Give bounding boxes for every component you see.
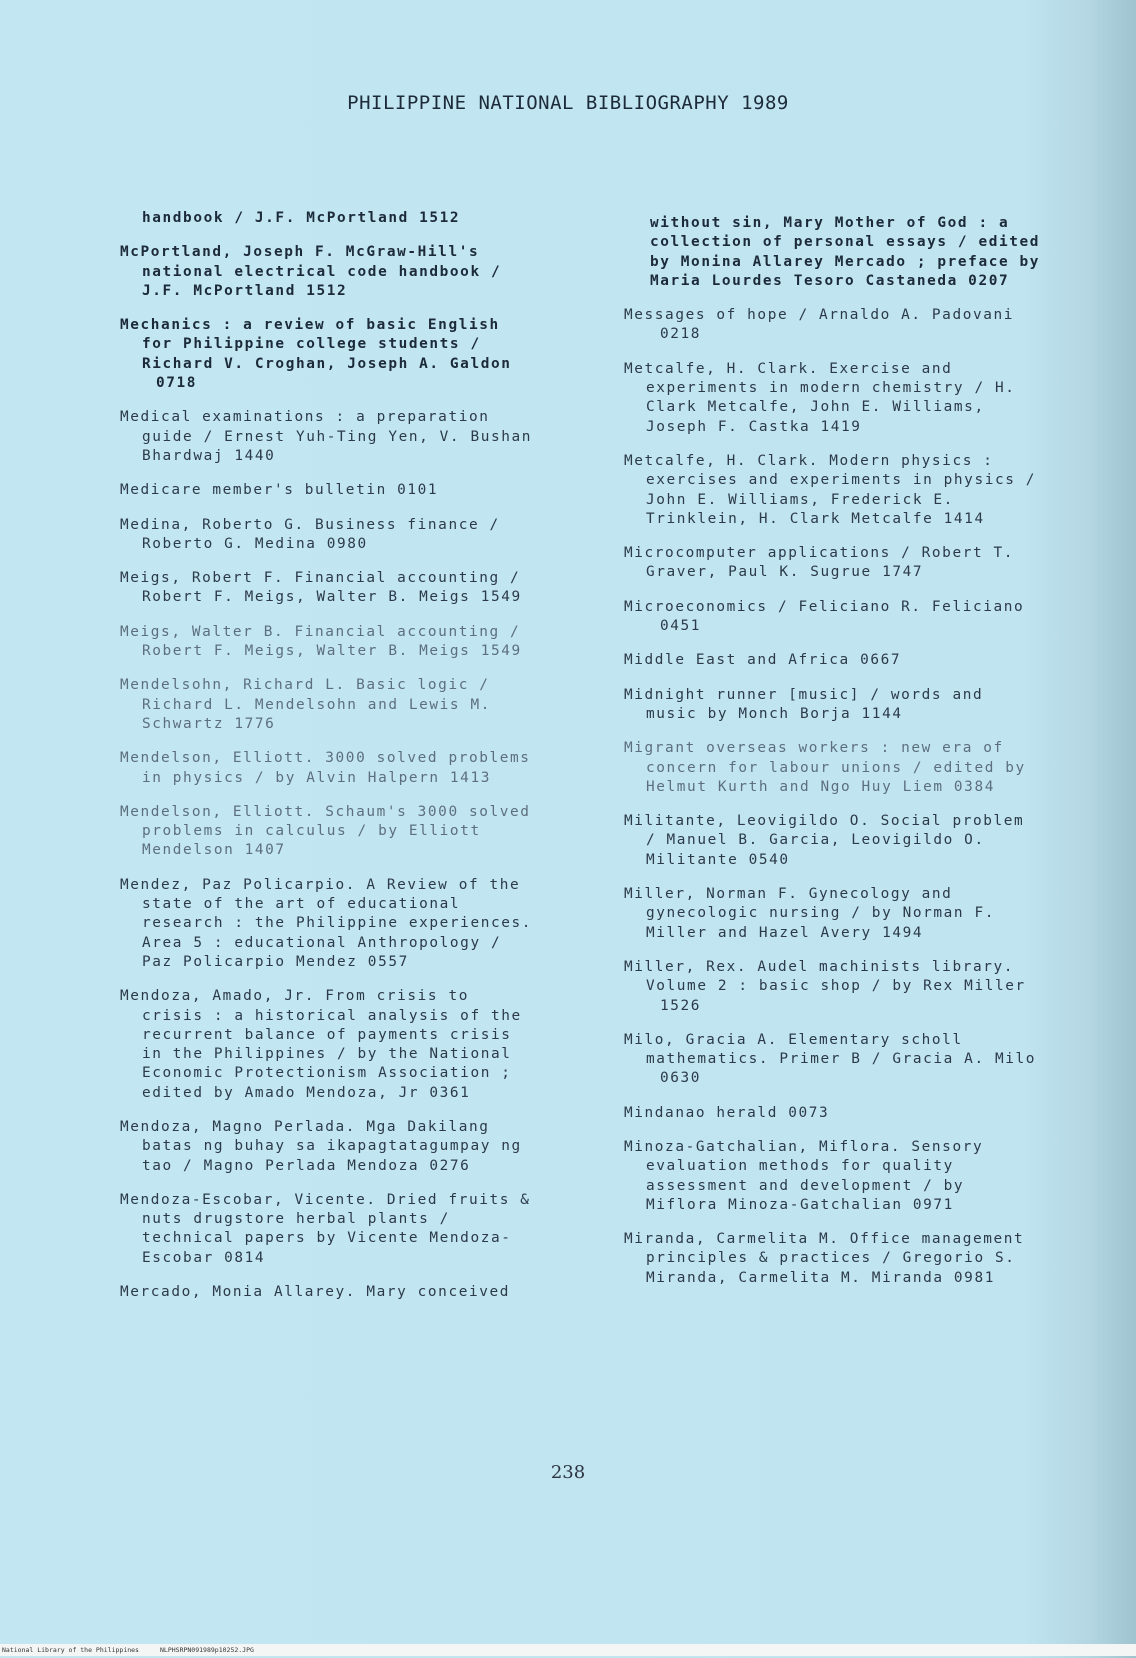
- entry-line: Medical examinations : a preparation: [120, 409, 490, 426]
- entry-line: tao / Magno Perlada Mendoza 0276: [142, 1157, 471, 1174]
- entry-line: guide / Ernest Yuh-Ting Yen, V. Bushan: [142, 428, 533, 445]
- footer-filename: NLPHSRPN091989p10252.JPG: [160, 1646, 254, 1654]
- entry-line: Milo, Gracia A. Elementary scholl: [624, 1031, 963, 1048]
- bibliography-entry: [120, 676, 590, 734]
- bibliography-entry: [624, 958, 1094, 1016]
- bibliography-entry: [120, 569, 590, 608]
- entry-line: Volume 2 : basic shop / by Rex Miller: [646, 978, 1026, 995]
- entry-line: Miller, Norman F. Gynecology and: [624, 886, 953, 903]
- entry-line: Maria Lourdes Tesoro Castaneda 0207: [650, 272, 1010, 289]
- page-title: PHILIPPINE NATIONAL BIBLIOGRAPHY 1989: [347, 92, 789, 114]
- entry-line: handbook / J.F. McPortland 1512: [142, 210, 461, 226]
- page-number: 238: [550, 1462, 586, 1483]
- bibliography-entry: [624, 1138, 1094, 1215]
- bibliography-entry: [624, 1031, 1094, 1089]
- entry-line: John E. Williams, Frederick E.: [646, 491, 954, 508]
- entry-line: Roberto G. Medina 0980: [142, 535, 368, 552]
- entry-line: Trinklein, H. Clark Metcalfe 1414: [646, 510, 985, 527]
- bibliography-entry: [120, 243, 590, 301]
- bibliography-entry: [120, 316, 590, 393]
- entry-line: 0451: [660, 618, 702, 635]
- bibliography-entry: [120, 1191, 590, 1268]
- entry-line: Mendez, Paz Policarpio. A Review of the: [120, 876, 521, 893]
- entry-line: Mercado, Monia Allarey. Mary conceived: [120, 1284, 511, 1301]
- entry-line: Microeconomics / Feliciano R. Feliciano: [624, 598, 1025, 615]
- entry-line: Mendoza, Amado, Jr. From crisis to: [120, 988, 469, 1005]
- bibliography-entry: [120, 1283, 590, 1302]
- entry-line: assessment and development / by: [646, 1177, 965, 1194]
- entry-line: Meigs, Walter B. Financial accounting /: [120, 623, 521, 640]
- entry-line: Escobar 0814: [142, 1249, 266, 1266]
- entry-line: Midnight runner [music] / words and: [624, 686, 984, 703]
- entry-line: concern for labour unions / edited by: [646, 759, 1026, 776]
- entry-line: Miller, Rex. Audel machinists library.: [624, 958, 1015, 975]
- entry-line: Medina, Roberto G. Business finance /: [120, 516, 500, 533]
- entry-line: / Manuel B. Garcia, Leovigildo O.: [646, 832, 985, 849]
- right-column: [624, 214, 1094, 1303]
- bibliography-entry: [120, 623, 590, 662]
- bibliography-entry: [624, 686, 1094, 725]
- bibliography-entry: [120, 876, 590, 972]
- entry-line: Bhardwaj 1440: [142, 447, 276, 464]
- entry-line: for Philippine college students /: [142, 336, 481, 353]
- scan-footer: [0, 1644, 1136, 1656]
- entry-line: by Monina Allarey Mercado ; preface by: [650, 253, 1041, 270]
- entry-line: edited by Amado Mendoza, Jr 0361: [142, 1084, 471, 1101]
- bibliography-entry: [120, 803, 590, 861]
- entry-line: Miranda, Carmelita M. Office management: [624, 1231, 1025, 1248]
- entry-line: research : the Philippine experiences.: [142, 915, 533, 932]
- entry-line: Mendoza, Magno Perlada. Mga Dakilang: [120, 1118, 490, 1135]
- entry-line: Mindanao herald 0073: [624, 1104, 830, 1121]
- footer-source: National Library of the Philippines: [2, 1646, 139, 1654]
- bibliography-entry: [624, 598, 1094, 637]
- entry-line: state of the art of educational: [142, 896, 461, 913]
- entry-line: Microcomputer applications / Robert T.: [624, 545, 1015, 562]
- entry-line: Migrant overseas workers : new era of: [624, 740, 1004, 757]
- bibliography-entry: [120, 209, 590, 228]
- entry-line: Metcalfe, H. Clark. Modern physics :: [624, 452, 994, 469]
- entry-line: Middle East and Africa 0667: [624, 652, 902, 669]
- entry-line: Meigs, Robert F. Financial accounting /: [120, 570, 521, 587]
- entry-line: 0218: [660, 326, 702, 343]
- bibliography-entry: [120, 1118, 590, 1176]
- entry-line: Metcalfe, H. Clark. Exercise and: [624, 360, 953, 377]
- entry-line: Mendelsohn, Richard L. Basic logic /: [120, 677, 490, 694]
- bibliography-entry: [624, 306, 1094, 345]
- entry-line: problems in calculus / by Elliott: [142, 823, 481, 840]
- entry-line: Messages of hope / Arnaldo A. Padovani: [624, 307, 1015, 324]
- entry-line: Miranda, Carmelita M. Miranda 0981: [646, 1269, 995, 1286]
- entry-line: Area 5 : educational Anthropology /: [142, 934, 502, 951]
- entry-line: Richard L. Mendelsohn and Lewis M.: [142, 696, 491, 713]
- entry-line: Miflora Minoza-Gatchalian 0971: [646, 1196, 954, 1213]
- bibliography-entry: [624, 544, 1094, 583]
- entry-line: nuts drugstore herbal plants /: [142, 1211, 450, 1228]
- bibliography-entry: [624, 885, 1094, 943]
- entry-line: Miller and Hazel Avery 1494: [646, 924, 924, 941]
- bibliography-entry: [120, 749, 590, 788]
- entry-line: principles & practices / Gregorio S.: [646, 1250, 1016, 1267]
- entry-line: Militante 0540: [646, 851, 790, 868]
- bibliography-entry: [120, 987, 590, 1103]
- entry-line: crisis : a historical analysis of the: [142, 1007, 522, 1024]
- bibliography-entry: [624, 1230, 1094, 1288]
- bibliography-entry: [120, 408, 590, 466]
- entry-line: Helmut Kurth and Ngo Huy Liem 0384: [646, 778, 995, 795]
- entry-line: exercises and experiments in physics /: [646, 472, 1037, 489]
- entry-line: Clark Metcalfe, John E. Williams,: [646, 399, 985, 416]
- entry-line: national electrical code handbook /: [142, 263, 502, 280]
- entry-line: Robert F. Meigs, Walter B. Meigs 1549: [142, 589, 522, 606]
- entry-line: evaluation methods for quality: [646, 1158, 954, 1175]
- entry-line: technical papers by Vicente Mendoza-: [142, 1230, 512, 1247]
- entry-line: Economic Protectionism Association ;: [142, 1065, 512, 1082]
- entry-line: Schwartz 1776: [142, 715, 276, 732]
- entry-line: recurrent balance of payments crisis: [142, 1026, 512, 1043]
- entry-line: Mendelson, Elliott. Schaum's 3000 solved: [120, 803, 531, 820]
- entry-line: Mendelson 1407: [142, 842, 286, 859]
- entry-line: batas ng buhay sa ikapagtatagumpay ng: [142, 1138, 522, 1155]
- entry-line: without sin, Mary Mother of God : a: [650, 215, 1010, 231]
- entry-line: Graver, Paul K. Sugrue 1747: [646, 564, 924, 581]
- entry-line: Robert F. Meigs, Walter B. Meigs 1549: [142, 643, 522, 660]
- bibliography-entry: [120, 516, 590, 555]
- bibliography-entry: [624, 360, 1094, 437]
- entry-line: mathematics. Primer B / Gracia A. Milo: [646, 1051, 1037, 1068]
- bibliography-entry: [624, 651, 1094, 670]
- entry-line: Medicare member's bulletin 0101: [120, 482, 439, 499]
- entry-line: 1526: [660, 997, 702, 1014]
- bibliography-entry: [624, 812, 1094, 870]
- entry-line: collection of personal essays / edited: [650, 234, 1041, 251]
- left-column: [120, 209, 590, 1317]
- entry-line: Minoza-Gatchalian, Miflora. Sensory: [624, 1138, 984, 1155]
- bibliography-entry: [624, 214, 1094, 291]
- entry-line: Paz Policarpio Mendez 0557: [142, 953, 409, 970]
- entry-line: in the Philippines / by the National: [142, 1046, 512, 1063]
- entry-line: McPortland, Joseph F. McGraw-Hill's: [120, 244, 480, 261]
- entry-line: Mendoza-Escobar, Vicente. Dried fruits &: [120, 1191, 531, 1208]
- entry-line: J.F. McPortland 1512: [142, 282, 348, 299]
- entry-line: Mechanics : a review of basic English: [120, 317, 500, 334]
- entry-line: music by Monch Borja 1144: [646, 705, 903, 722]
- entry-line: gynecologic nursing / by Norman F.: [646, 905, 995, 922]
- entry-line: Militante, Leovigildo O. Social problem: [624, 813, 1025, 830]
- bibliography-entry: [120, 481, 590, 500]
- bibliography-entry: [624, 452, 1094, 529]
- bibliography-entry: [624, 739, 1094, 797]
- entry-line: 0630: [660, 1070, 702, 1087]
- entry-line: Richard V. Croghan, Joseph A. Galdon: [142, 355, 512, 372]
- entry-line: 0718: [156, 375, 198, 392]
- entry-line: in physics / by Alvin Halpern 1413: [142, 769, 491, 786]
- entry-line: Joseph F. Castka 1419: [646, 418, 862, 435]
- entry-line: experiments in modern chemistry / H.: [646, 380, 1016, 397]
- entry-line: Mendelson, Elliott. 3000 solved problems: [120, 750, 531, 767]
- bibliography-entry: [624, 1104, 1094, 1123]
